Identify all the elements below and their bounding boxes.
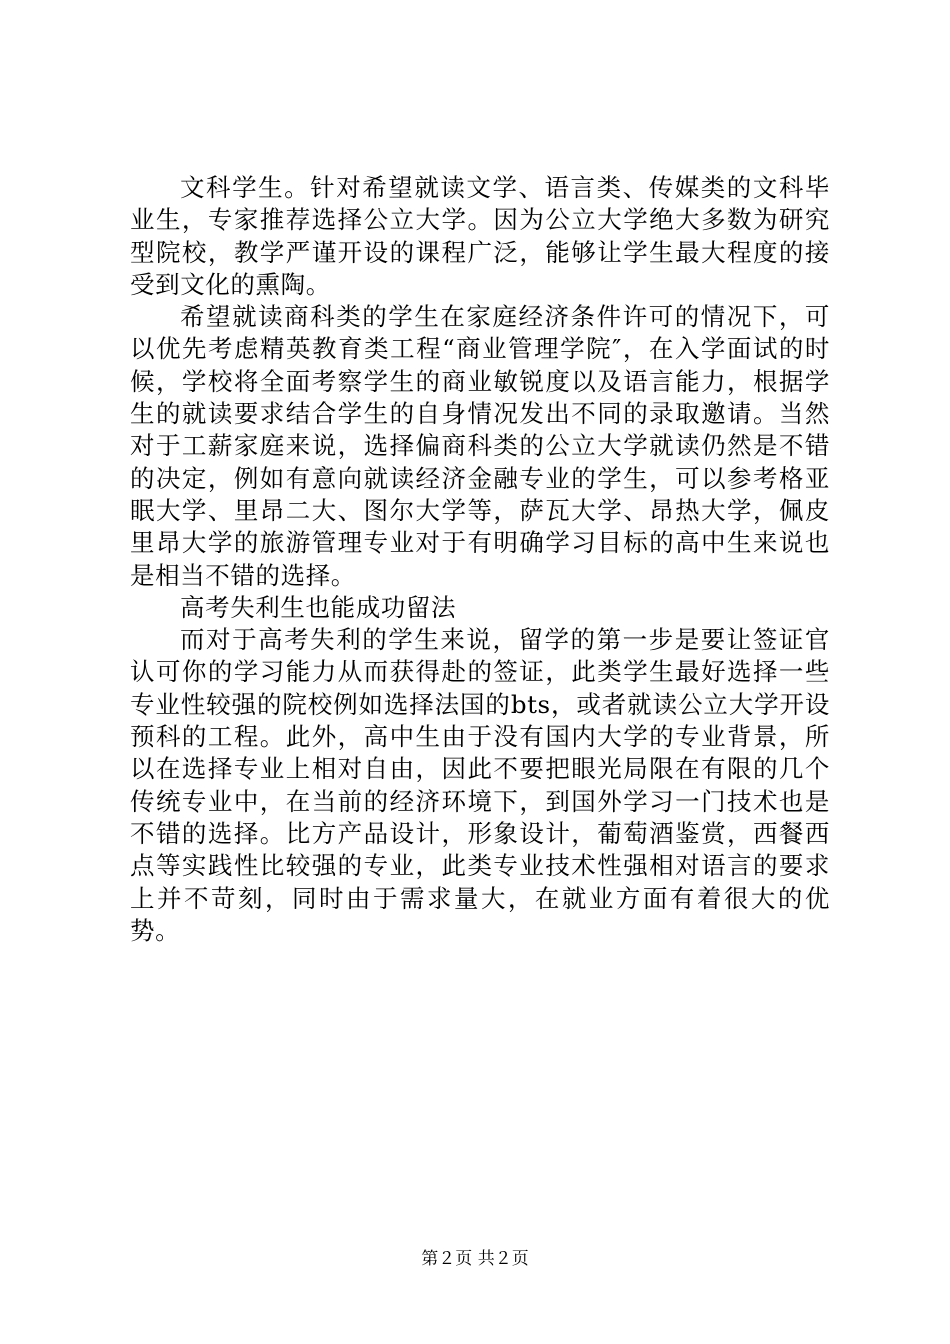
document-body xyxy=(130,172,830,947)
page-number-footer: 第２页 共２页 xyxy=(421,1249,529,1269)
paragraph-business: 希望就读商科类的学生在家庭经济条件许可的情况下，可以优先考虑精英教育类工程“商业管理学院″，在入学面试的时候，学校将全面考察学生的商业敏锐度以及语言能力，根据学生的就读要求结合学生的自身情况发出不同的录取邀请。当然对于工薪家庭来说，选择偏商科类的公立大学就读仍然是不错的决定，例如有意向就读经济金融专业的学生，可以参考格亚眠大学、里昂二大、图尔大学等，萨瓦大学、昂热大学，佩皮里昂大学的旅游管理专业对于有明确学习目标的高中生来说也是相当不错的选择。 xyxy=(130,302,830,590)
section-heading: 高考失利生也能成功留法 xyxy=(180,592,457,622)
paragraph-liberal-arts: 文科学生。针对希望就读文学、语言类、传媒类的文科毕业生，专家推荐选择公立大学。因为公立大学绝大多数为研究型院校，教学严谨开设的课程广泛，能够让学生最大程度的接受到文化的熏陶。 xyxy=(130,173,830,299)
paragraph-exam-failure: 而对于高考失利的学生来说，留学的第一步是要让签证官认可你的学习能力从而获得赴的签证，此类学生最好选择一些专业性较强的院校例如选择法国的bts，或者就读公立大学开设预科的工程。此外，高中生由于没有国内大学的专业背景，所以在选择专业上相对自由，因此不要把眼光局限在有限的几个传统专业中，在当前的经济环境下，到国外学习一门技术也是不错的选择。比方产品设计，形象设计，葡萄酒鉴赏，西餐西点等实践性比较强的专业，此类专业技术性强相对语言的要求上并不苛刻，同时由于需求量大，在就业方面有着很大的优势。 xyxy=(130,625,830,945)
